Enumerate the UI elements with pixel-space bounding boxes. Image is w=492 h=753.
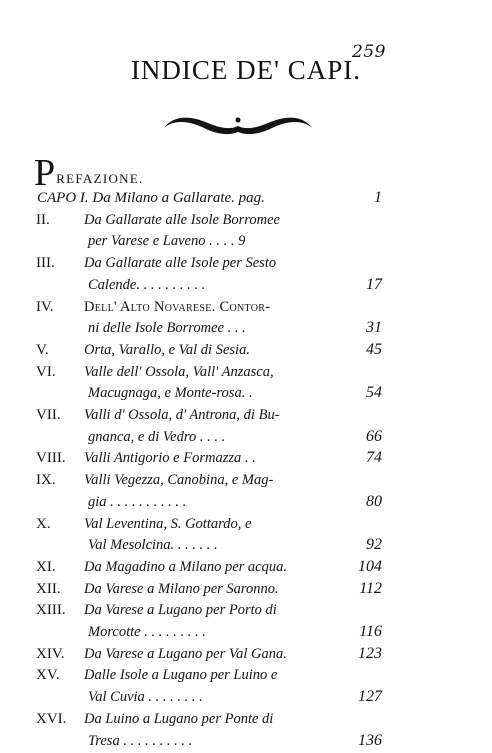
page-reference: 31 bbox=[366, 319, 382, 337]
chapter-title: Da Luino a Lugano per Ponte di bbox=[84, 710, 274, 727]
chapter-number: X. bbox=[36, 515, 51, 532]
toc-row bbox=[0, 600, 492, 622]
toc-row bbox=[0, 383, 492, 405]
toc-row bbox=[0, 579, 492, 601]
chapter-number: VI. bbox=[36, 363, 56, 380]
toc-row bbox=[0, 362, 492, 384]
toc-row bbox=[0, 210, 492, 232]
chapter-number: II. bbox=[36, 211, 50, 228]
chapter-title: Da Varese a Lugano per Porto di bbox=[84, 602, 277, 619]
chapter-title: Da Magadino a Milano per acqua. bbox=[84, 558, 287, 575]
toc-row bbox=[0, 514, 492, 536]
page-reference: 92 bbox=[366, 536, 382, 554]
toc-row bbox=[0, 275, 492, 297]
page-reference: 45 bbox=[366, 340, 382, 358]
chapter-number: V. bbox=[36, 341, 49, 358]
preface-label: REFAZIONE. bbox=[56, 171, 144, 186]
chapter-title: Dalle Isole a Lugano per Luino e bbox=[84, 667, 278, 684]
chapter-number: XI. bbox=[36, 558, 56, 575]
toc-row bbox=[0, 492, 492, 514]
chapter-title: ni delle Isole Borromee . . . bbox=[88, 320, 246, 337]
page-reference: 80 bbox=[366, 492, 382, 510]
chapter-number: XII. bbox=[36, 580, 61, 597]
chapter-title: per Varese e Laveno . . . . 9 bbox=[88, 233, 246, 250]
chapter-title: Macugnaga, e Monte-rosa. . bbox=[88, 385, 253, 402]
chapter-number: IX. bbox=[36, 472, 56, 489]
toc-row bbox=[0, 535, 492, 557]
page-reference: 104 bbox=[358, 557, 382, 575]
page-reference: 1 bbox=[374, 189, 382, 206]
chapter-title: Da Gallarate alle Isole Borromee bbox=[84, 211, 280, 228]
toc-row bbox=[0, 622, 492, 644]
page-reference: 17 bbox=[366, 275, 382, 293]
toc-row bbox=[0, 557, 492, 579]
chapter-number: XIII. bbox=[36, 602, 66, 619]
page-reference: 54 bbox=[366, 384, 382, 402]
toc-row bbox=[0, 731, 492, 753]
toc-row bbox=[0, 340, 492, 362]
chapter-number: IV. bbox=[36, 298, 54, 315]
page-reference: 66 bbox=[366, 427, 382, 445]
chapter-number: VIII. bbox=[36, 450, 66, 467]
chapter-title: Da Gallarate alle Isole per Sesto bbox=[84, 255, 277, 272]
chapter-title: Orta, Varallo, e Val di Sesia. bbox=[84, 341, 250, 358]
page-number: 259 bbox=[352, 42, 386, 62]
toc-row bbox=[0, 405, 492, 427]
chapter-title: CAPO I. Da Milano a Gallarate. pag. bbox=[37, 190, 265, 206]
chapter-number: XVI. bbox=[36, 710, 67, 727]
chapter-title: Da Varese a Lugano per Val Gana. bbox=[84, 645, 287, 662]
toc-row bbox=[0, 318, 492, 340]
chapter-title: gia . . . . . . . . . . . bbox=[88, 493, 187, 510]
chapter-number: XIV. bbox=[36, 645, 65, 662]
preface-dropcap: P bbox=[34, 152, 56, 194]
toc-row bbox=[0, 231, 492, 253]
toc-row bbox=[0, 644, 492, 666]
index-title: INDICE DE' CAPI. bbox=[130, 55, 362, 85]
toc-row bbox=[0, 427, 492, 449]
chapter-title: Val Leventina, S. Gottardo, e bbox=[84, 515, 252, 532]
chapter-number: XV. bbox=[36, 667, 60, 684]
chapter-title: Val Cuvia . . . . . . . . bbox=[88, 689, 203, 706]
toc-row bbox=[0, 188, 492, 210]
chapter-title: Morcotte . . . . . . . . . bbox=[88, 624, 206, 640]
page-reference: 116 bbox=[359, 623, 382, 640]
chapter-title: Valli d' Ossola, d' Antrona, di Bu- bbox=[84, 407, 280, 423]
chapter-title: Valle dell' Ossola, Vall' Anzasca, bbox=[84, 363, 274, 380]
chapter-title: gnanca, e di Vedro . . . . bbox=[88, 428, 226, 445]
page-reference: 112 bbox=[359, 579, 382, 597]
toc-row bbox=[0, 297, 492, 319]
chapter-title: Dell' Alto Novarese. Contor- bbox=[84, 298, 271, 315]
page-reference: 74 bbox=[366, 449, 382, 467]
chapter-number: VII. bbox=[36, 407, 61, 423]
toc-row bbox=[0, 665, 492, 687]
chapter-title: Valli Antigorio e Formazza . . bbox=[84, 450, 256, 467]
chapter-number: III. bbox=[36, 255, 55, 272]
chapter-title: Val Mesolcina. . . . . . . bbox=[88, 537, 218, 554]
page-reference: 136 bbox=[358, 731, 382, 749]
toc-row bbox=[0, 253, 492, 275]
toc-row bbox=[0, 687, 492, 709]
chapter-title: Calende. . . . . . . . . . bbox=[88, 276, 206, 293]
chapter-title: Da Varese a Milano per Saronno. bbox=[84, 580, 279, 597]
toc-row bbox=[0, 709, 492, 731]
chapter-title: Valli Vegezza, Canobina, e Mag- bbox=[84, 472, 274, 489]
page-reference: 123 bbox=[358, 644, 382, 662]
chapter-title: Tresa . . . . . . . . . . bbox=[88, 732, 193, 749]
toc-row bbox=[0, 470, 492, 492]
toc-row bbox=[0, 448, 492, 470]
page-reference: 127 bbox=[358, 688, 382, 706]
